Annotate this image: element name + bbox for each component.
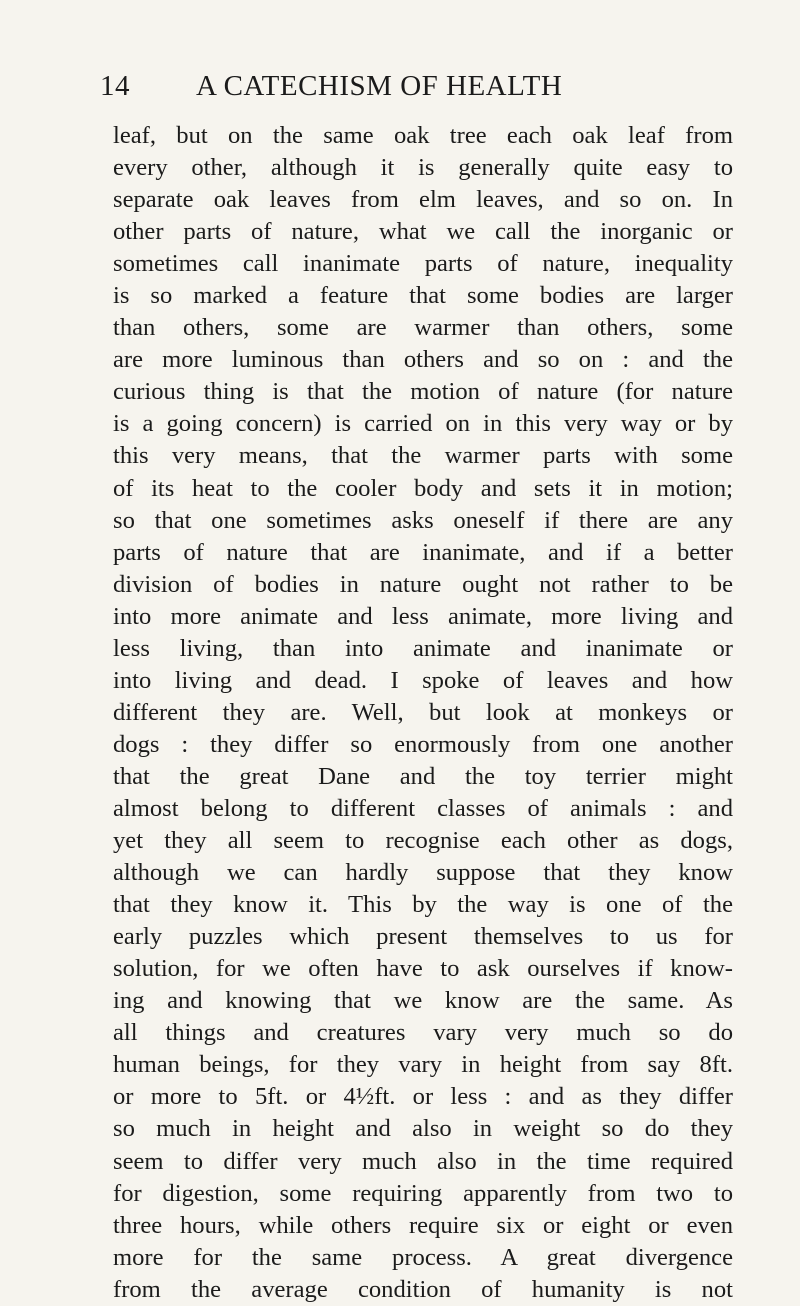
text-line: is so marked a feature that some bodies are larger	[113, 282, 733, 310]
text-line: three hours, while others require six or eight or even	[113, 1211, 733, 1239]
running-title: A CATECHISM OF HEALTH	[196, 70, 563, 102]
text-line: curious thing is that the motion of nature (for nature	[113, 378, 733, 406]
text-line: are more luminous than others and so on : and the	[113, 346, 733, 374]
text-line: early puzzles which present themselves to us for	[113, 923, 733, 951]
text-line: human beings, for they vary in height from say 8ft.	[113, 1051, 733, 1079]
page-number: 14	[100, 70, 130, 102]
text-line: dogs : they differ so enormously from one another	[113, 730, 733, 758]
text-line: parts of nature that are inanimate, and if a better	[113, 538, 733, 566]
page-header	[100, 70, 710, 110]
text-line: or more to 5ft. or 4½ft. or less : and as they differ	[113, 1083, 733, 1111]
text-line: ing and knowing that we know are the same. As	[113, 987, 733, 1015]
text-line: leaf, but on the same oak tree each oak leaf from	[113, 122, 733, 149]
text-line: more for the same process. A great divergence	[113, 1243, 733, 1271]
text-line: for digestion, some requiring apparently from two to	[113, 1179, 733, 1207]
text-line: separate oak leaves from elm leaves, and so on. In	[113, 186, 733, 214]
text-line: different they are. Well, but look at monkeys or	[113, 698, 733, 726]
text-line: that the great Dane and the toy terrier might	[113, 762, 733, 790]
text-line: seem to differ very much also in the time required	[113, 1147, 733, 1175]
text-line: sometimes call inanimate parts of nature, inequality	[113, 250, 733, 278]
text-line: from the average condition of humanity is not	[113, 1275, 733, 1303]
text-line: other parts of nature, what we call the inorganic or	[113, 218, 733, 246]
body-text	[113, 120, 733, 1306]
text-line: that they know it. This by the way is one of the	[113, 891, 733, 919]
text-line: less living, than into animate and inanimate or	[113, 634, 733, 662]
text-line: all things and creatures vary very much so do	[113, 1019, 733, 1047]
text-line: solution, for we often have to ask ourselves if know-	[113, 955, 733, 983]
text-line: almost belong to different classes of animals : and	[113, 794, 733, 822]
text-line: yet they all seem to recognise each other as dogs,	[113, 827, 733, 855]
text-line: into more animate and less animate, more living and	[113, 602, 733, 630]
text-line: than others, some are warmer than others, some	[113, 314, 733, 342]
text-line: into living and dead. I spoke of leaves and how	[113, 666, 733, 694]
text-line: this very means, that the warmer parts with some	[113, 442, 733, 470]
text-line: every other, although it is generally quite easy to	[113, 154, 733, 182]
text-line: is a going concern) is carried on in this very way or by	[113, 410, 733, 438]
text-line: so much in height and also in weight so do they	[113, 1115, 733, 1143]
text-line: although we can hardly suppose that they know	[113, 859, 733, 887]
text-line: division of bodies in nature ought not rather to be	[113, 570, 733, 598]
text-line: so that one sometimes asks oneself if there are any	[113, 506, 733, 534]
text-line: of its heat to the cooler body and sets it in motion;	[113, 474, 733, 502]
